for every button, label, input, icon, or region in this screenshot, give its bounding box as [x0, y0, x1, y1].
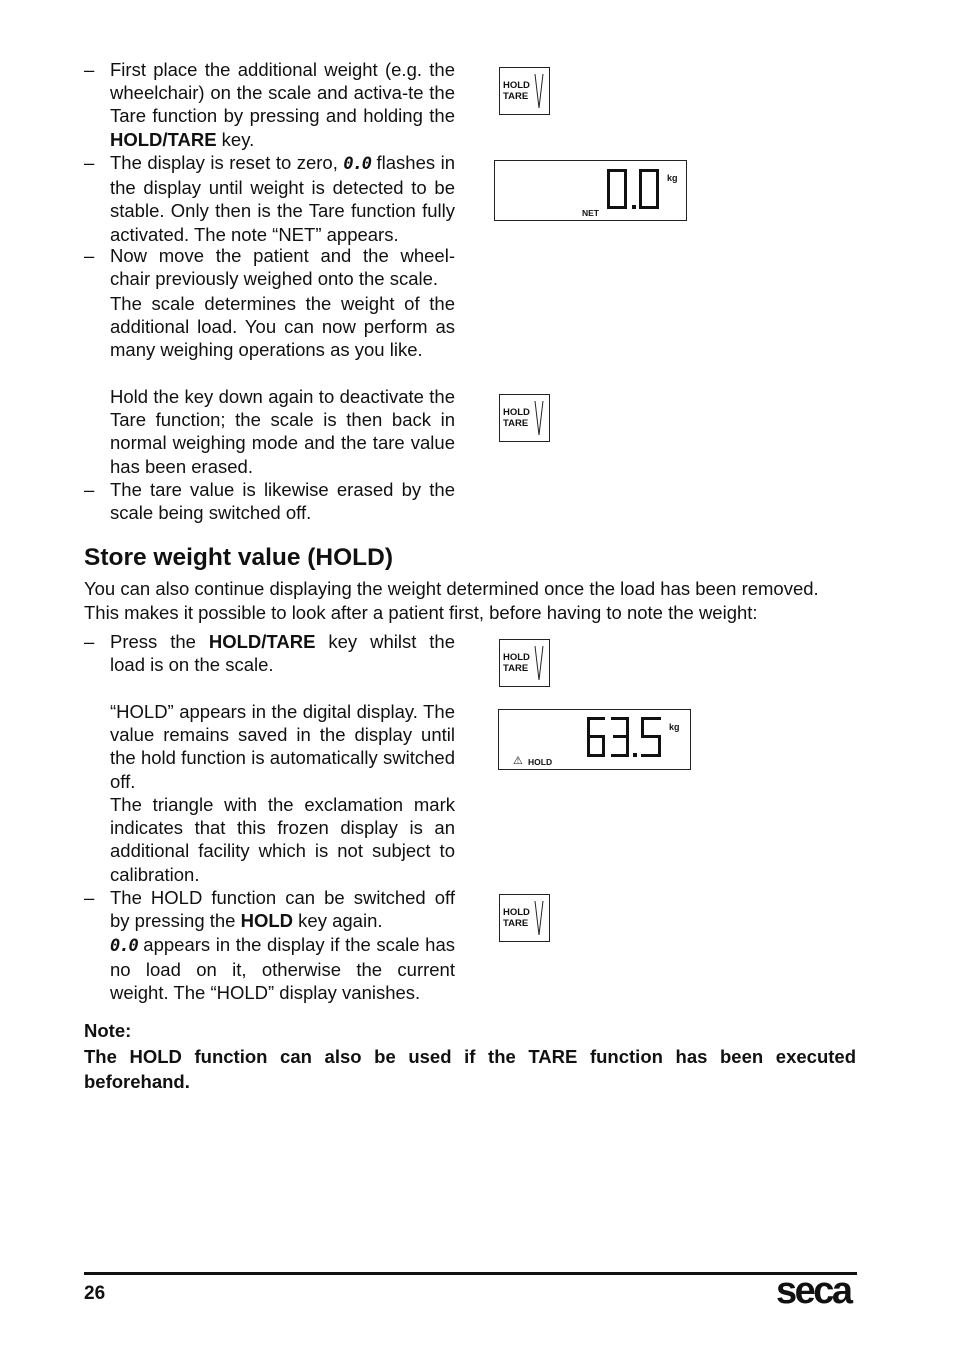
- finger-press-icon: [533, 72, 545, 110]
- seven-segment-value: [585, 715, 667, 759]
- step-text: The HOLD function can be switched off by pressing the: [110, 887, 455, 932]
- step-display-reset: [84, 151, 455, 246]
- key-name: HOLD/TARE: [110, 128, 217, 150]
- dash: –: [84, 631, 95, 652]
- key-label-hold: HOLD: [503, 907, 530, 918]
- seca-logo: seca: [776, 1270, 851, 1312]
- page-number: 26: [84, 1283, 106, 1304]
- display-net-zero: [494, 160, 687, 221]
- key-label-tare: TARE: [503, 418, 529, 429]
- unit-label: kg: [669, 722, 680, 732]
- finger-press-icon: [533, 899, 545, 937]
- step-text-end: key again.: [293, 910, 383, 932]
- note-body: The HOLD function can also be used if the TARE function has been executed beforehand.: [84, 1046, 856, 1092]
- seven-segment-zero: [605, 167, 667, 211]
- step-text: The display is reset to zero,: [110, 152, 344, 173]
- hold-tare-key-icon: [499, 67, 550, 115]
- key-label-hold: HOLD: [503, 652, 530, 663]
- dash: –: [84, 887, 95, 908]
- step-text: appears in the display if the scale has no load on it, otherwise the current weight. The “HOLD” display vanishes.: [110, 934, 455, 1004]
- intro-text: This makes it possible to look after a patient first, before having to note the weight:: [84, 602, 758, 623]
- warning-triangle-icon: ⚠: [513, 755, 523, 767]
- footer-rule: [84, 1272, 857, 1275]
- step-text: The triangle with the exclamation mark indicates that this frozen display is an additional facility which is not subject to calibration.: [110, 794, 455, 885]
- step-text: Now move the patient and the wheel-chair previously weighed onto the scale.: [110, 245, 455, 290]
- step-move-patient-cont2: [84, 385, 455, 478]
- step-text: The scale determines the weight of the additional load. You can now perform as many weighing operations as you like.: [110, 293, 455, 361]
- section-heading: Store weight value (HOLD): [84, 544, 394, 571]
- net-indicator: NET: [582, 208, 599, 218]
- dash: –: [84, 245, 95, 266]
- step-text: First place the additional weight (e.g. the wheelchair) on the scale and activa-te the Tare function by pressing and holding the: [110, 59, 455, 127]
- step-text: Hold the key down again to deactivate the Tare function; the scale is then back in normal weighing mode and the tare value has been erased.: [110, 386, 455, 477]
- step-press-hold-cont2: [84, 793, 455, 886]
- dash: –: [84, 152, 95, 173]
- key-label-tare: TARE: [503, 91, 529, 102]
- hold-tare-key-icon: [499, 894, 550, 942]
- zero-symbol: 0.0: [343, 154, 372, 174]
- finger-press-icon: [533, 399, 545, 437]
- step-switch-off: [84, 478, 455, 524]
- step-text-end: key whilst the load is on the scale.: [110, 631, 455, 676]
- intro-text: You can also continue displaying the weight determined once the load has been removed.: [84, 578, 819, 599]
- key-label-hold: HOLD: [503, 80, 530, 91]
- display-hold-value: [498, 709, 691, 770]
- step-move-patient: [84, 244, 455, 290]
- step-text: The tare value is likewise erased by the scale being switched off.: [110, 479, 455, 524]
- zero-symbol: 0.0: [110, 936, 138, 956]
- unit-label: kg: [667, 173, 678, 183]
- step-text: Press the: [110, 631, 209, 652]
- step-move-patient-cont1: [84, 292, 455, 362]
- step-press-hold-cont1: [84, 700, 455, 793]
- step-text-end: key.: [216, 128, 255, 150]
- hold-tare-key-icon: [499, 639, 550, 687]
- finger-press-icon: [533, 644, 545, 682]
- step-switch-off-hold-cont: [84, 933, 455, 1005]
- step-place-weight: [84, 58, 455, 151]
- note-title: Note:: [84, 1020, 132, 1041]
- key-label-tare: TARE: [503, 663, 529, 674]
- step-text: “HOLD” appears in the digital display. The value remains saved in the display until the hold function is automatically switched off.: [110, 701, 455, 792]
- key-label-hold: HOLD: [503, 407, 530, 418]
- step-switch-off-hold: [84, 886, 455, 932]
- dash: –: [84, 59, 95, 80]
- dash: –: [84, 479, 95, 500]
- key-label-tare: TARE: [503, 918, 529, 929]
- step-press-hold: [84, 630, 455, 676]
- step-text-end: flashes in the display until weight is detected to be stable. Only then is the Tare function fully activated. The note “NET” appears.: [110, 152, 455, 245]
- key-name: HOLD/TARE: [208, 631, 316, 652]
- hold-tare-key-icon: [499, 394, 550, 442]
- hold-indicator: HOLD: [528, 757, 553, 767]
- key-name: HOLD: [240, 910, 294, 932]
